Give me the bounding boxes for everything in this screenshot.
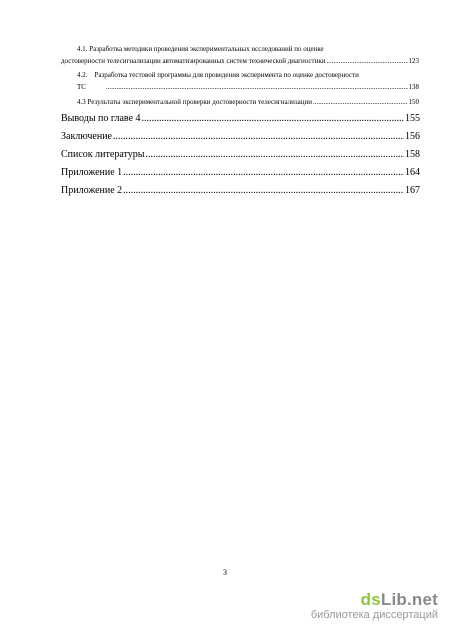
toc-entry-title: Заключение: [61, 131, 112, 142]
dot-leader: [142, 110, 404, 128]
toc-entry-title: Разработка методики проведения экспериментальных исследований по оценке: [89, 45, 324, 53]
toc-main-list: [61, 110, 420, 200]
watermark-logo-lib: Lib: [380, 590, 407, 609]
watermark-logo-ds: ds: [360, 590, 381, 609]
toc-entry-conclusion[interactable]: [61, 128, 420, 146]
dot-leader: [145, 146, 404, 164]
toc-entry-appendix-1[interactable]: [61, 164, 420, 182]
dot-leader: [313, 96, 408, 108]
toc-entry-title: Список литературы: [61, 149, 145, 160]
toc-entry-number: 4.1.: [77, 45, 88, 53]
toc-entry-page: 164: [405, 167, 420, 178]
toc-entry-page: 158: [405, 149, 420, 160]
toc-entry-title-line1: [61, 43, 419, 55]
toc-entry-title: Разработка тестовой программы для проведения эксперимента по оценке достоверности: [94, 71, 359, 79]
page-number: 3: [223, 568, 227, 577]
toc-entry-title-line1: [61, 69, 419, 81]
toc-entry-appendix-2[interactable]: [61, 182, 420, 200]
toc-entry-4-2[interactable]: [61, 69, 419, 93]
toc-entry-title: Выводы по главе 4: [61, 113, 141, 124]
toc-entry-4-1[interactable]: [61, 43, 419, 67]
toc-entry-conclusions-ch4[interactable]: [61, 110, 420, 128]
toc-entry-number: 4.3: [77, 98, 86, 106]
toc-entry-title: Приложение 1: [61, 167, 123, 178]
toc-entry-page: 138: [408, 83, 419, 91]
dot-leader: [113, 128, 404, 146]
toc-entry-title-line2: достоверности телесигнализации автоматизированных систем технической диагностики: [61, 57, 326, 65]
toc-entry-page: 167: [405, 185, 420, 196]
toc-entry-references[interactable]: [61, 146, 420, 164]
toc-entry-page: 150: [408, 98, 419, 106]
toc-entry-title: [77, 96, 312, 108]
toc-entry-page: 123: [408, 57, 419, 65]
toc-entry-page: 156: [405, 131, 420, 142]
toc-entry-page: 155: [405, 113, 420, 124]
toc-entry-4-3[interactable]: [61, 96, 419, 108]
toc-entry-title-line2: ТС: [77, 83, 86, 91]
toc-entry-title-text: Результаты экспериментальной проверки достоверности телесигнализации: [87, 98, 312, 106]
dot-leader: [123, 164, 404, 182]
toc-entry-title: Приложение 2: [61, 185, 123, 196]
watermark-subtitle: библиотека диссертаций: [310, 609, 438, 621]
dot-leader: [123, 182, 404, 200]
watermark-logo-net: .net: [406, 590, 438, 609]
toc-entry-number: 4.2.: [77, 71, 88, 79]
dot-leader: [327, 55, 408, 67]
watermark: [311, 590, 438, 621]
watermark-logo: [311, 590, 438, 610]
dot-leader: [106, 81, 408, 93]
